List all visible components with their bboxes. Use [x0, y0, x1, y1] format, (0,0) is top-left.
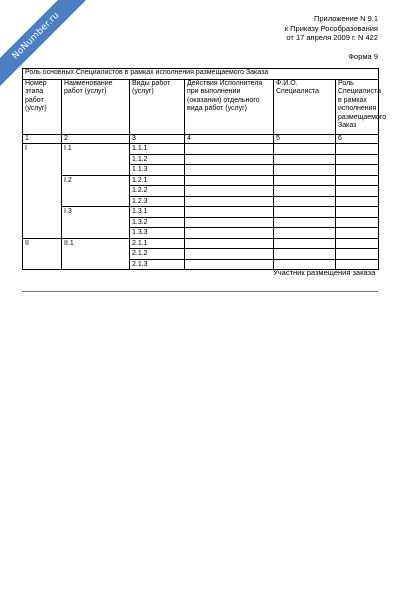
contractor-actions-cell [185, 144, 274, 155]
work-type-cell: 1.2.1 [130, 175, 185, 186]
contractor-actions-cell [185, 196, 274, 207]
contractor-actions-cell [185, 238, 274, 249]
work-type-cell: 1.1.1 [130, 144, 185, 155]
contractor-actions-cell [185, 228, 274, 239]
column-number: 1 [23, 135, 62, 144]
column-number: 2 [62, 135, 130, 144]
appendix-line-3: от 17 апреля 2009 г. N 422 [286, 33, 378, 42]
contractor-actions-cell [185, 249, 274, 260]
contractor-actions-cell [185, 217, 274, 228]
contractor-actions-cell [185, 207, 274, 218]
header-stage-number: Номер этапа работ (услуг) [23, 80, 62, 135]
contractor-actions-cell [185, 186, 274, 197]
specialist-name-cell [274, 249, 336, 260]
table-row [23, 207, 379, 218]
header-specialist-role: Роль Специалиста в рамках исполнения размещаемого Заказ [336, 80, 379, 135]
appendix-block [285, 14, 378, 43]
table-row [23, 238, 379, 249]
participant-label: Участник размещения заказа [273, 268, 376, 277]
header-contractor-actions: Действия Исполнителя при выполнении (оказании) отдельного вида работ (услуг) [185, 80, 274, 135]
specialist-role-cell [336, 175, 379, 186]
column-number-row [23, 135, 379, 144]
specialist-role-cell [336, 165, 379, 176]
specialist-name-cell [274, 217, 336, 228]
header-specialist-name: Ф.И.О. Специалиста [274, 80, 336, 135]
table-row [23, 144, 379, 155]
header-work-name: Наименование работ (услуг) [62, 80, 130, 135]
specialist-name-cell [274, 186, 336, 197]
appendix-line-1: Приложение N 9.1 [314, 14, 378, 23]
specialist-name-cell [274, 144, 336, 155]
stage-number-cell: I [23, 144, 62, 239]
work-type-cell: 2.1.3 [130, 259, 185, 270]
stage-number-cell: II [23, 238, 62, 270]
specialist-role-cell [336, 154, 379, 165]
contractor-actions-cell [185, 259, 274, 270]
specialist-role-cell [336, 238, 379, 249]
work-type-cell: 1.1.3 [130, 165, 185, 176]
work-type-cell: 1.3.2 [130, 217, 185, 228]
contractor-actions-cell [185, 154, 274, 165]
work-name-cell: I.1 [62, 144, 130, 176]
column-number: 4 [185, 135, 274, 144]
specialist-name-cell [274, 196, 336, 207]
specialist-role-cell [336, 186, 379, 197]
work-type-cell: 1.3.1 [130, 207, 185, 218]
contractor-actions-cell [185, 175, 274, 186]
specialist-name-cell [274, 228, 336, 239]
work-type-cell: 1.3.3 [130, 228, 185, 239]
specialist-role-cell [336, 196, 379, 207]
appendix-line-2: к Приказу Рособразования [284, 23, 378, 33]
work-name-cell: I.2 [62, 175, 130, 207]
work-type-cell: 2.1.2 [130, 249, 185, 260]
work-name-cell: II.1 [62, 238, 130, 270]
specialist-role-cell [336, 207, 379, 218]
form-label: Форма 9 [348, 52, 378, 61]
specialist-role-cell [336, 144, 379, 155]
signature-line [22, 291, 378, 292]
specialist-role-cell [336, 228, 379, 239]
column-number: 3 [130, 135, 185, 144]
work-type-cell: 1.2.3 [130, 196, 185, 207]
work-type-cell: 1.2.2 [130, 186, 185, 197]
table-row [23, 175, 379, 186]
contractor-actions-cell [185, 165, 274, 176]
specialist-name-cell [274, 207, 336, 218]
specialists-table [22, 68, 387, 270]
work-type-cell: 1.1.2 [130, 154, 185, 165]
work-name-cell: I.3 [62, 207, 130, 239]
work-type-cell: 2.1.1 [130, 238, 185, 249]
header-work-types: Виды работ (услуг) [130, 80, 185, 135]
column-number: 6 [336, 135, 379, 144]
column-number: 5 [274, 135, 336, 144]
table-title: Роль основных Специалистов в рамках исполнения размещаемого Заказа [23, 69, 379, 80]
specialist-name-cell [274, 165, 336, 176]
specialist-name-cell [274, 175, 336, 186]
specialist-role-cell [336, 217, 379, 228]
specialist-name-cell [274, 238, 336, 249]
table-header-row [23, 80, 379, 135]
watermark-text: NoNumber.ru [10, 10, 62, 62]
specialist-name-cell [274, 154, 336, 165]
specialist-role-cell [336, 249, 379, 260]
